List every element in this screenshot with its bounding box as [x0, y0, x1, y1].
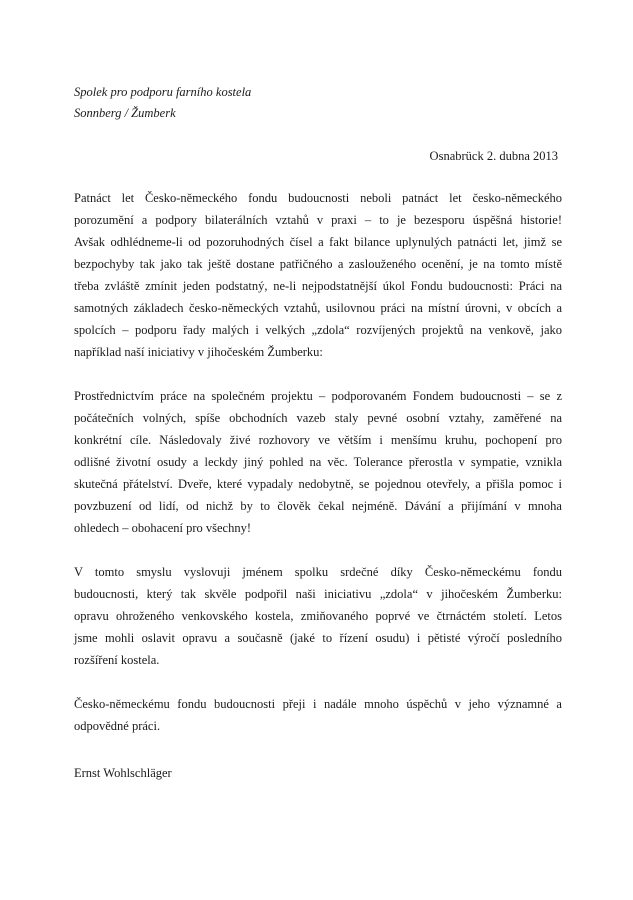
text-line: Patnáct let Česko-německého fondu budoucnosti neboli patnáct let česko-německého — [74, 191, 562, 205]
text-line: jsme mohli oslavit opravu a současně (jaké to řízení osudu) i pětisté výročí posledního — [74, 631, 562, 645]
text-line: ohledech – obohacení pro všechny! — [74, 521, 252, 535]
text-line: například naší iniciativy v jihočeském Žumberku: — [74, 345, 323, 359]
letter-body — [74, 187, 562, 759]
text-line: spolcích – podporu řady malých i velkých „zdola“ rozvíjených projektů na venkově, jako — [74, 323, 562, 337]
text-line: V tomto smyslu vyslovuji jménem spolku srdečné díky Česko-německému fondu — [74, 565, 562, 579]
text-line: konkrétní cíle. Následovaly živé rozhovory ve větším i menšímu kruhu, pochopení pro — [74, 433, 562, 447]
text-line: opravu ohroženého venkovského kostela, zmiňovaného poprvé ve čtrnáctém století. Letos — [74, 609, 562, 623]
letter-date: Osnabrück 2. dubna 2013 — [429, 149, 558, 163]
text-line: odpovědné práci. — [74, 719, 161, 733]
text-line: Avšak odhlédneme-li od pozoruhodných čísel a fakt bilance uplynulých patnácti let, jimž se — [74, 235, 562, 249]
paragraph-2 — [74, 385, 562, 539]
text-line: budoucnosti, který tak skvěle podpořil naši iniciativu „zdola“ v jihočeském Žumberku: — [74, 587, 562, 601]
signature: Ernst Wohlschläger — [74, 766, 172, 780]
paragraph-4 — [74, 693, 562, 737]
sender-location: Sonnberg / Žumberk — [74, 106, 176, 120]
text-line: odlišné životní osudy a leckdy jiný pohled na věc. Tolerance přerostla v sympatie, vznikla — [74, 455, 562, 469]
sender-organization: Spolek pro podporu farního kostela — [74, 85, 252, 99]
sender-block — [74, 82, 251, 124]
text-line: porozumění a podpory bilaterálních vztahů v praxi – to je bezesporu úspěšná historie! — [74, 213, 562, 227]
text-line: třeba zvláště zmínit jeden podstatný, ne-li nejpodstatnější úkol Fondu budoucnosti: Práci na — [74, 279, 562, 293]
text-line: rozšíření kostela. — [74, 653, 160, 667]
text-line: Česko-německému fondu budoucnosti přeji i nadále mnoho úspěchů v jeho významné a — [74, 697, 562, 711]
text-line: skutečná přátelství. Dveře, které vypadaly nedobytně, se pojednou otevřely, a přišla pomoc i — [74, 477, 562, 491]
text-line: Prostřednictvím práce na společném projektu – podporovaném Fondem budoucnosti – se z — [74, 389, 562, 403]
text-line: bezpochyby tak jako tak ještě dostane patřičného a zaslouženého ocenění, je na tomto místě — [74, 257, 562, 271]
text-line: povzbuzení od lidí, od nichž by to člověk čekal nejméně. Dávání a přijímání v mnoha — [74, 499, 562, 513]
paragraph-3 — [74, 561, 562, 671]
paragraph-1 — [74, 187, 562, 363]
text-line: počátečních volných, spíše obchodních vazeb staly pevné osobní vztahy, zaměřené na — [74, 411, 562, 425]
text-line: samotných základech česko-německých vztahů, usilovnou práci na místní úrovni, v obcích a — [74, 301, 562, 315]
